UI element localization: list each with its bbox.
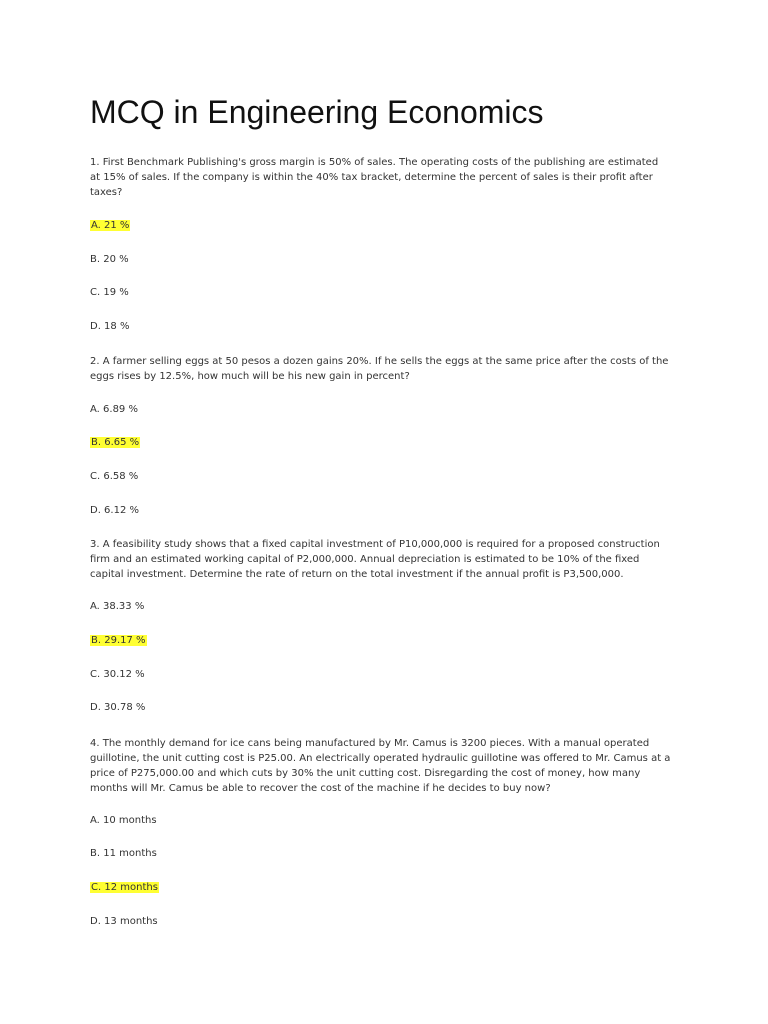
question-1-option-a [90,219,130,233]
question-3-text-line-3: capital investment. Determine the rate of return on the total investment if the annual profit is P3,500,000. [90,569,624,580]
question-4-text-line-4: months will Mr. Camus be able to recover the cost of the machine if he decides to buy now? [90,783,551,794]
question-4-text-line-1: 4. The monthly demand for ice cans being manufactured by Mr. Camus is 3200 pieces. With a manual operated [90,738,650,749]
question-1-option-c: C. 19 % [90,287,129,298]
question-2-option-a: A. 6.89 % [90,404,138,415]
question-1-text-line-1: 1. First Benchmark Publishing's gross margin is 50% of sales. The operating costs of the publishing are estimated [90,157,659,168]
question-2-option-d: D. 6.12 % [90,505,140,516]
question-3-text-line-1: 3. A feasibility study shows that a fixed capital investment of P10,000,000 is required for a proposed construction [90,539,660,550]
question-1-option-d: D. 18 % [90,321,130,332]
question-1-text-line-3: taxes? [90,187,123,198]
correct-answer-highlight: B. 29.17 % [91,635,146,646]
question-3-option-c: C. 30.12 % [90,669,145,680]
question-4-option-d: D. 13 months [90,916,158,927]
question-3-option-a: A. 38.33 % [90,601,145,612]
correct-answer-highlight: B. 6.65 % [91,437,140,448]
question-3-text-line-2: firm and an estimated working capital of P2,000,000. Annual depreciation is estimated to be 10% of the fixed [90,554,640,565]
question-3-option-b [90,634,147,648]
correct-answer-highlight: A. 21 % [91,220,130,231]
correct-answer-highlight: C. 12 months [91,882,158,893]
question-2-text-line-2: eggs rises by 12.5%, how much will be his new gain in percent? [90,371,410,382]
question-2-option-b [90,436,140,450]
question-4-text-line-2: guillotine, the unit cutting cost is P25.00. An electrically operated hydraulic guillotine was offered to Mr. Camus at a [90,753,671,764]
question-4-text-line-3: price of P275,000.00 and which cuts by 30% the unit cutting cost. Disregarding the cost of money, how many [90,768,641,779]
question-4-option-a: A. 10 months [90,815,157,826]
question-1-option-b: B. 20 % [90,254,129,265]
page-title: MCQ in Engineering Economics [90,94,544,130]
question-1-text-line-2: at 15% of sales. If the company is within the 40% tax bracket, determine the percent of sales is their profit after [90,172,653,183]
question-4-option-b: B. 11 months [90,848,157,859]
question-2-text-line-1: 2. A farmer selling eggs at 50 pesos a dozen gains 20%. If he sells the eggs at the same price after the costs of the [90,356,669,367]
question-3-option-d: D. 30.78 % [90,702,146,713]
question-2-option-c: C. 6.58 % [90,471,139,482]
question-4-option-c [90,881,159,895]
